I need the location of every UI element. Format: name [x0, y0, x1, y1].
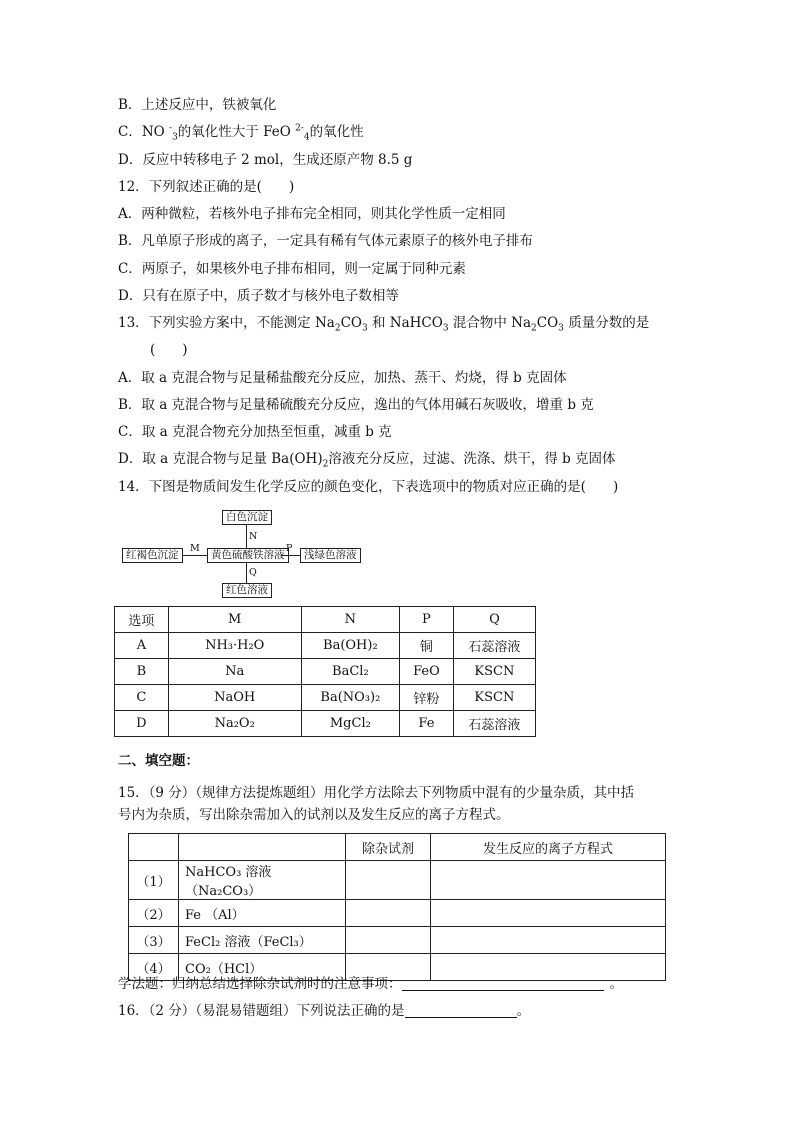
reagent-answer-cell[interactable]: [346, 927, 431, 954]
q12-stem: 12．下列叙述正确的是( ): [118, 179, 295, 195]
q15-stem-line1: 15．（9 分）（规律方法提炼题组）用化学方法除去下列物质中混有的少量杂质，其中括: [118, 785, 635, 801]
header-cell: 除杂试剂: [346, 834, 431, 861]
table-cell: 石蕊溶液: [453, 711, 535, 737]
arrow-m: [182, 555, 207, 556]
q13-option-a: A．取 a 克混合物与足量稀盐酸充分反应，加热、蒸干、灼烧，得 b 克固体: [118, 370, 567, 386]
header-cell: 选项: [115, 607, 169, 633]
header-cell: P: [400, 607, 454, 633]
table-cell: 铜: [400, 633, 454, 659]
reagent-answer-cell[interactable]: [346, 861, 431, 900]
table-cell: D: [115, 711, 169, 737]
section-title-fill-in: 二、填空题：: [118, 753, 199, 769]
q16-answer-blank[interactable]: [405, 1003, 517, 1018]
label-m: M: [190, 543, 200, 554]
arrow-n: [246, 525, 247, 548]
q15-answer-table: [128, 833, 666, 981]
table-cell: Na₂O₂: [168, 711, 301, 737]
table-cell: （3）: [129, 927, 179, 954]
table-cell: NaOH: [168, 685, 301, 711]
table-cell: （4）: [129, 954, 179, 981]
q13-paren: ( ): [150, 342, 188, 358]
reagent-answer-cell[interactable]: [346, 900, 431, 927]
q11-option-b: B．上述反应中，铁被氧化: [118, 97, 277, 113]
table-cell: A: [115, 633, 169, 659]
q12-option-b: B．凡单原子形成的离子，一定具有稀有气体元素原子的核外电子排布: [118, 233, 533, 249]
table-row: [115, 711, 536, 737]
table-cell: 石蕊溶液: [453, 633, 535, 659]
equation-answer-cell[interactable]: [431, 861, 666, 900]
table-cell: 锌粉: [400, 685, 454, 711]
table-cell: KSCN: [453, 659, 535, 685]
table-cell: C: [115, 685, 169, 711]
label-p: P: [286, 543, 293, 554]
table-cell: FeCl₂ 溶液（FeCl₃）: [179, 927, 346, 954]
q12-option-a: A．两种微粒，若核外电子排布完全相同，则其化学性质一定相同: [118, 206, 506, 222]
table-cell: Fe: [400, 711, 454, 737]
table-cell: NaHCO₃ 溶液（Na₂CO₃）: [179, 861, 346, 900]
table-cell: Fe （Al）: [179, 900, 346, 927]
label-q: Q: [249, 567, 257, 578]
q13-option-d: D．取 a 克混合物与足量 $Ba(OH)_2$溶液充分反应，过滤、洗涤、烘干，得 b 克固体: [118, 451, 616, 470]
equation-answer-cell[interactable]: [431, 927, 666, 954]
table-cell: BaCl₂: [301, 659, 399, 685]
header-cell: 发生反应的离子方程式: [431, 834, 666, 861]
table-row: [115, 659, 536, 685]
q11-option-d: D．反应中转移电子 2 mol，生成还原产物 8.5 g: [118, 152, 413, 168]
q13-stem: 13．下列实验方案中，不能测定 $Na_2CO_3$ 和 NaHCO$_3$ 混合物中 $Na_2CO_3$ 质量分数的是: [118, 315, 650, 334]
arrow-p: [281, 555, 300, 556]
q11-option-c: C．NO -$_3$的氧化性大于 FeO $^{2-}_4$的氧化性: [118, 123, 364, 143]
table-cell: B: [115, 659, 169, 685]
table-cell: KSCN: [453, 685, 535, 711]
table-cell: CO₂（HCl）: [179, 954, 346, 981]
table-cell: Ba(NO₃)₂: [301, 685, 399, 711]
table-cell: Ba(OH)₂: [301, 633, 399, 659]
arrow-q: [246, 563, 247, 583]
box-red-brown-precipitate: 红褐色沉淀: [122, 548, 183, 563]
q13-option-b: B．取 a 克混合物与足量稀硫酸充分反应，逸出的气体用碱石灰吸收，增重 b 克: [118, 397, 594, 413]
box-red-solution: 红色溶液: [222, 583, 272, 598]
summary-prompt: 学法题：归纳总结选择除杂试剂时的注意事项： 。: [118, 976, 623, 992]
label-n: N: [249, 531, 258, 542]
table-header-row: [129, 834, 666, 861]
table-row: [129, 900, 666, 927]
q14-stem: 14．下图是物质间发生化学反应的颜色变化，下表选项中的物质对应正确的是( ): [118, 479, 619, 495]
q15-stem-line2: 号内为杂质，写出除杂需加入的试剂以及发生反应的离子方程式。: [118, 807, 510, 823]
box-yellow-ferric-sulfate: 黄色硫酸铁溶液: [207, 548, 289, 563]
reaction-diagram: [118, 506, 368, 600]
table-cell: （2）: [129, 900, 179, 927]
q16-stem: 16．（2 分）（易混易错题组）下列说法正确的是 。: [118, 1003, 531, 1019]
table-cell: Na: [168, 659, 301, 685]
table-row: [115, 633, 536, 659]
table-row: [129, 861, 666, 900]
header-cell: [179, 834, 346, 861]
table-row: [129, 927, 666, 954]
summary-answer-blank[interactable]: [402, 976, 604, 991]
table-row: [115, 685, 536, 711]
header-cell: [129, 834, 179, 861]
header-cell: M: [168, 607, 301, 633]
q12-option-c: C．两原子，如果核外电子排布相同，则一定属于同种元素: [118, 261, 466, 277]
table-cell: FeO: [400, 659, 454, 685]
q12-option-d: D．只有在原子中，质子数才与核外电子数相等: [118, 288, 399, 304]
box-light-green-solution: 浅绿色溶液: [300, 548, 361, 563]
table-header-row: [115, 607, 536, 633]
header-cell: Q: [453, 607, 535, 633]
header-cell: N: [301, 607, 399, 633]
table-cell: NH₃·H₂O: [168, 633, 301, 659]
equation-answer-cell[interactable]: [431, 900, 666, 927]
box-white-precipitate: 白色沉淀: [222, 510, 272, 525]
table-cell: MgCl₂: [301, 711, 399, 737]
table-cell: （1）: [129, 861, 179, 900]
q13-option-c: C．取 a 克混合物充分加热至恒重，减重 b 克: [118, 424, 392, 440]
q14-options-table: [114, 606, 536, 737]
